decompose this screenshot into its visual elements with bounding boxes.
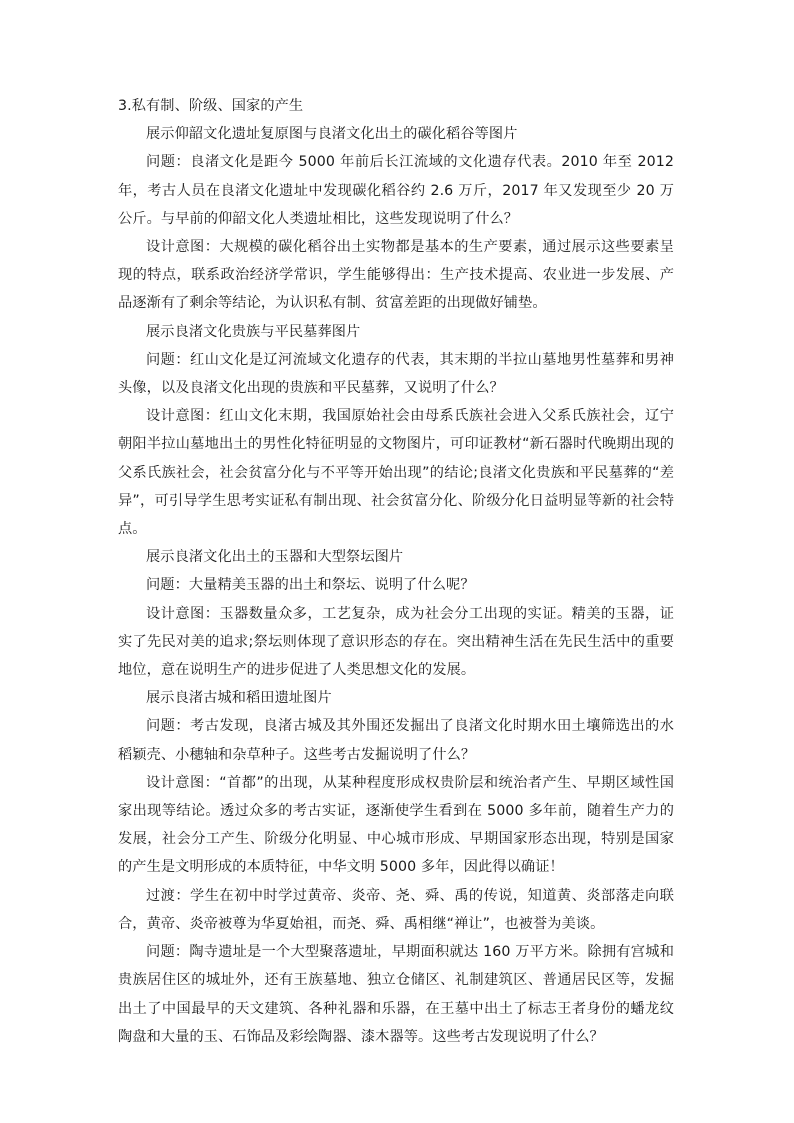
paragraph-design-intent-hongshan: 设计意图：红山文化末期，我国原始社会由母系氏族社会进入父系氏族社会，辽宁朝阳半拉山墓地出土的男性化特征明显的文物图片，可印证教材“新石器时代晚期出现的父系氏族社会，社会贫富分化与不平等开始出现”的结论;良渚文化贵族和平民墓葬的“差异”，可引导学生思考实证私有制出现、社会贫富分化、阶级分化日益明显等新的社会特点。 xyxy=(118,408,674,538)
paragraph-question-taosi: 问题：陶寺遗址是一个大型聚落遗址，早期面积就达 160 万平方米。除拥有宫城和贵族居住区的城址外，还有王族墓地、独立仓储区、礼制建筑区、普通居民区等，发掘出土了中国最早的天文建筑、各种礼器和乐器，在王墓中出土了标志王者身份的蟠龙纹陶盘和大量的玉、石饰品及彩绘陶器、漆木器等。这些考古发现说明了什么？ xyxy=(118,944,674,1045)
paragraph-question-jade: 问题：大量精美玉器的出土和祭坛、说明了什么呢？ xyxy=(146,577,475,594)
paragraph-question-hongshan: 问题：红山文化是辽河流域文化遗存的代表，其末期的半拉山墓地男性墓葬和男神头像，以及良渚文化出现的贵族和平民墓葬，又说明了什么？ xyxy=(118,351,674,397)
paragraph-show-jade-altar: 展示良渚文化出土的玉器和大型祭坛图片 xyxy=(146,549,404,566)
paragraph-show-ancient-city: 展示良渚古城和稻田遗址图片 xyxy=(146,690,332,707)
paragraph-design-intent-capital: 设计意图：“首都”的出现，从某种程度形成权贵阶层和统治者产生、早期区域性国家出现等结论。透过众多的考古实证，逐渐使学生看到在 5000 多年前，随着生产力的发展，社会分工产生、阶级分化明显、中心城市形成、早期国家形态出现，特别是国家的产生是文明形成的本质特征，中华文明 5000 多年，因此得以确证！ xyxy=(118,774,674,876)
paragraph-design-intent-jade: 设计意图：玉器数量众多，工艺复杂，成为社会分工出现的实证。精美的玉器，证实了先民对美的追求;祭坛则体现了意识形态的存在。突出精神生活在先民生活中的重要地位，意在说明生产的进步促进了人类思想文化的发展。 xyxy=(118,605,674,679)
document-page xyxy=(118,92,674,1051)
paragraph-show-tombs: 展示良渚文化贵族与平民墓葬图片 xyxy=(146,323,361,340)
paragraph-show-yangshao-liangzhu: 展示仰韶文化遗址复原图与良渚文化出土的碳化稻谷等图片 xyxy=(146,126,518,143)
paragraph-question-rice: 问题：良渚文化是距今 5000 年前后长江流域的文化遗存代表。2010 年至 2012 年，考古人员在良渚文化遗址中发现碳化稻谷约 2.6 万斤，2017 年又发现至少 20 万公斤。与早前的仰韶文化人类遗址相比，这些发现说明了什么？ xyxy=(118,154,674,227)
paragraph-design-intent-rice: 设计意图：大规模的碳化稻谷出土实物都是基本的生产要素，通过展示这些要素呈现的特点，联系政治经济学常识，学生能够得出：生产技术提高、农业进一步发展、产品逐渐有了剩余等结论，为认识私有制、贫富差距的出现做好铺垫。 xyxy=(118,239,674,312)
paragraph-question-ancient-city: 问题：考古发现，良渚古城及其外围还发掘出了良渚文化时期水田土壤筛选出的水稻颖壳、小穗轴和杂草种子。这些考古发掘说明了什么？ xyxy=(118,718,674,763)
paragraph-transition: 过渡：学生在初中时学过黄帝、炎帝、尧、舜、禹的传说，知道黄、炎部落走向联合，黄帝、炎帝被尊为华夏始祖，而尧、舜、禹相继“禅让”，也被誉为美谈。 xyxy=(118,887,674,932)
section-heading: 3.私有制、阶级、国家的产生 xyxy=(118,98,304,114)
